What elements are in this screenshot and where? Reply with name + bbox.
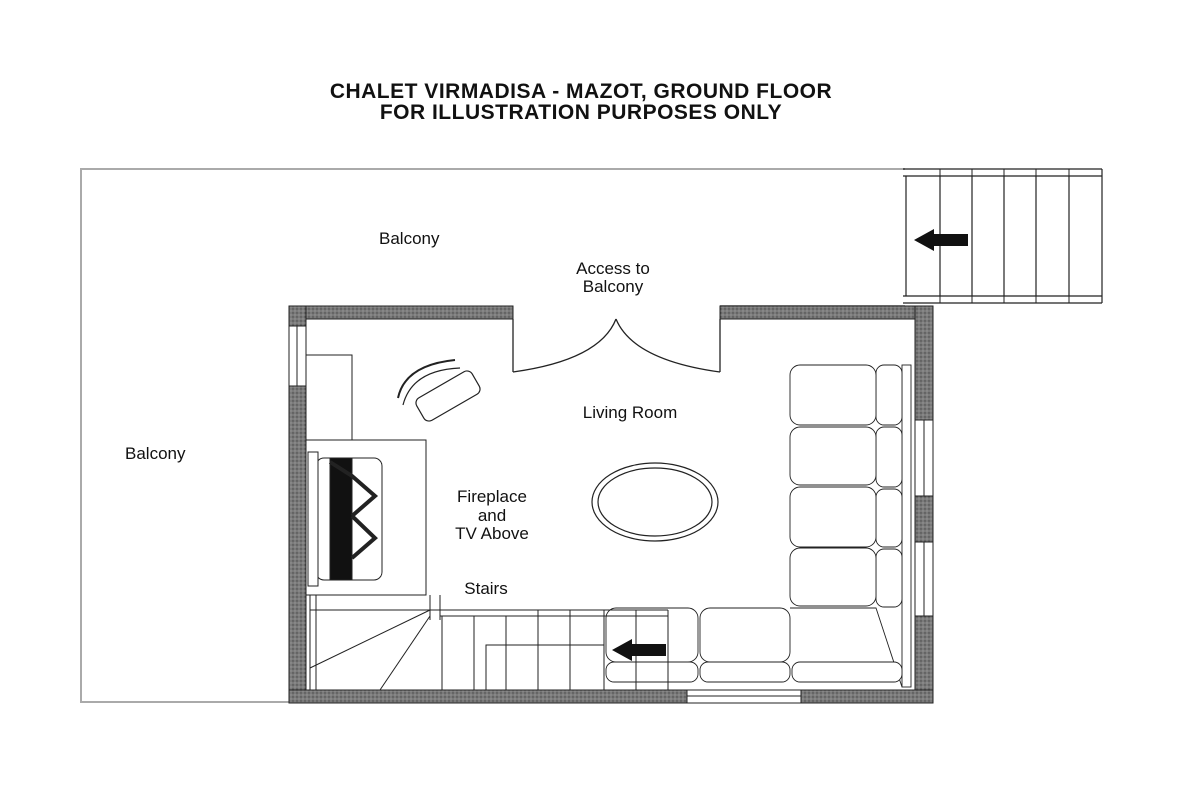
access-label-line1: Access to [576,259,650,278]
plan-subtitle: FOR ILLUSTRATION PURPOSES ONLY [379,101,783,124]
fireplace-label-line3: TV Above [455,524,529,543]
balcony-door [513,319,720,372]
balcony-top-label: Balcony [379,229,440,248]
coffee-table [592,463,718,541]
stairs-label: Stairs [464,579,508,598]
arrow-left-icon [914,229,968,251]
living-room-label: Living Room [582,403,678,422]
fireplace-label-line1: Fireplace [457,487,527,506]
armchair [398,360,482,423]
fireplace-label-line2: and [477,506,507,525]
access-label-line2: Balcony [582,277,644,296]
balcony-left-label: Balcony [125,444,186,463]
fireplace [306,355,426,595]
plan-title: CHALET VIRMADISA - MAZOT, GROUND FLOOR [329,80,833,103]
